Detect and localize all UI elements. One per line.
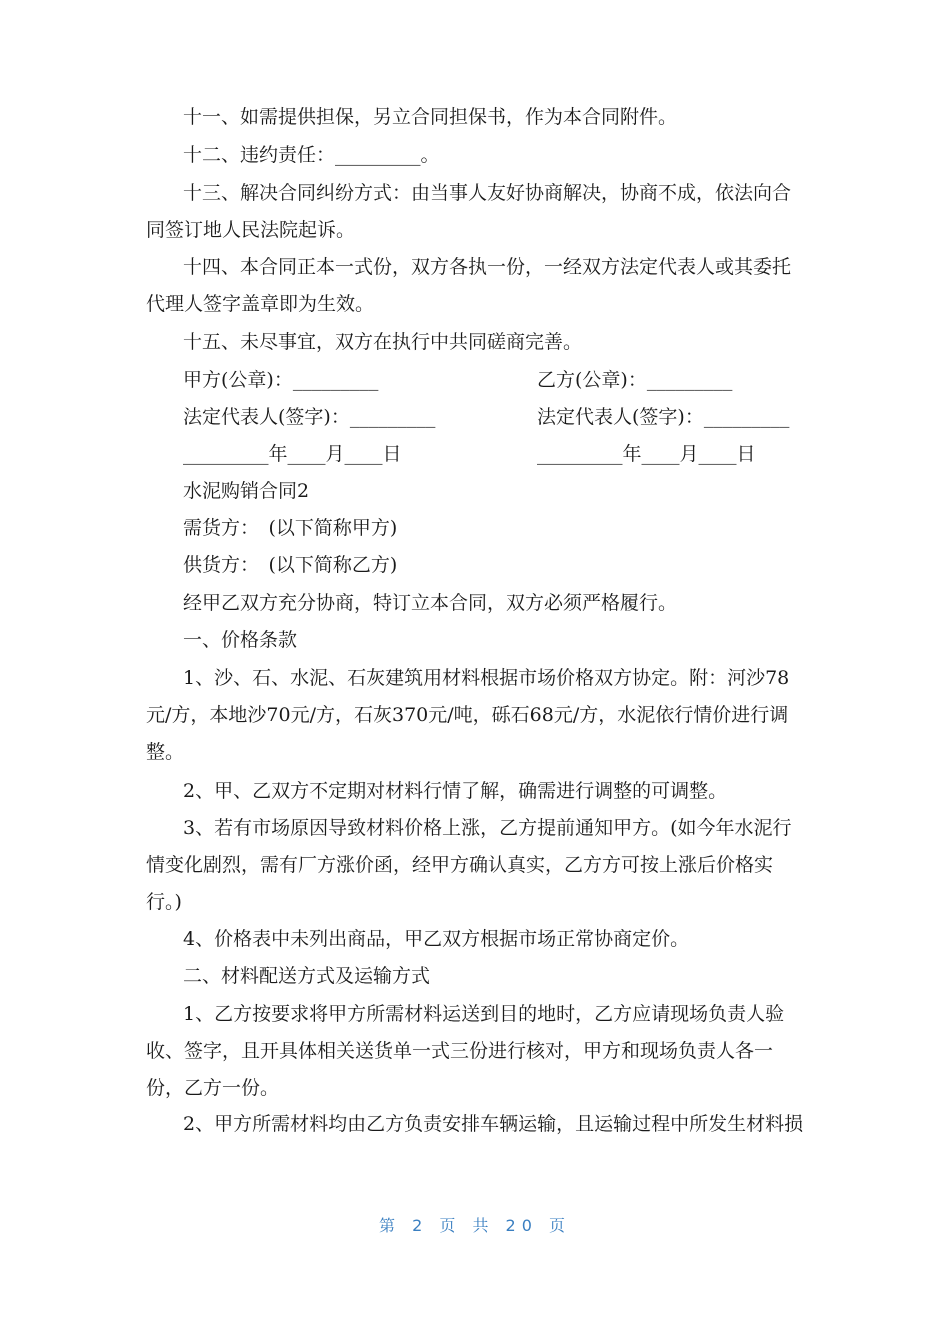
buyer-line: 需货方： (以下简称甲方): [183, 517, 398, 539]
delivery-clause-1: 1、乙方按要求将甲方所需材料运送到目的地时，乙方应请现场负责人验收、签字，且开具体相关送货单一式三份进行核对，甲方和现场负责人各一份，乙方一份。: [146, 1003, 785, 1099]
price-clause-3: 3、若有市场原因导致材料价格上涨，乙方提前通知甲方。(如今年水泥行情变化剧烈，需有厂方涨价函，经甲方确认真实，乙方方可按上涨后价格实行。): [146, 817, 792, 913]
clause-14: 十四、本合同正本一式份，双方各执一份，一经双方法定代表人或其委托代理人签字盖章即为生效。: [146, 256, 792, 315]
price-clause-1: 1、沙、石、水泥、石灰建筑用材料根据市场价格双方协定。附：河沙78元/方，本地沙70元/方，石灰370元/吨，砾石68元/方，水泥依行情价进行调整。: [146, 667, 790, 763]
delivery-clause-2: 2、甲方所需材料均由乙方负责安排车辆运输，且运输过程中所发生材料损: [183, 1113, 804, 1135]
contract-2-title: 水泥购销合同2: [183, 480, 310, 502]
price-clause-2: 2、甲、乙双方不定期对材料行情了解，确需进行调整的可调整。: [183, 780, 728, 802]
clause-11: 十一、如需提供担保，另立合同担保书，作为本合同附件。: [183, 106, 678, 128]
party-a-seal: 甲方(公章)：_________: [183, 369, 379, 391]
clause-13: 十三、解决合同纠纷方式：由当事人友好协商解决，协商不成，依法向合同签订地人民法院起诉。: [146, 182, 792, 241]
page-footer: 第 2 页 共 20 页: [379, 1216, 571, 1235]
intro-line: 经甲乙双方充分协商，特订立本合同，双方必须严格履行。: [183, 592, 678, 614]
clause-15: 十五、未尽事宜，双方在执行中共同磋商完善。: [183, 331, 583, 353]
party-a-representative: 法定代表人(签字)：_________: [183, 406, 436, 428]
party-b-representative: 法定代表人(签字)：_________: [537, 406, 790, 428]
party-b-seal: 乙方(公章)：_________: [537, 369, 733, 391]
supplier-line: 供货方： (以下简称乙方): [183, 554, 398, 576]
party-a-date: _________年____月____日: [183, 443, 402, 465]
price-clause-4: 4、价格表中未列出商品，甲乙双方根据市场正常协商定价。: [183, 928, 690, 950]
section-2-title: 二、材料配送方式及运输方式: [183, 965, 431, 987]
section-1-title: 一、价格条款: [183, 629, 298, 651]
party-b-date: _________年____月____日: [537, 443, 756, 465]
clause-12: 十二、违约责任：_________。: [183, 144, 440, 166]
